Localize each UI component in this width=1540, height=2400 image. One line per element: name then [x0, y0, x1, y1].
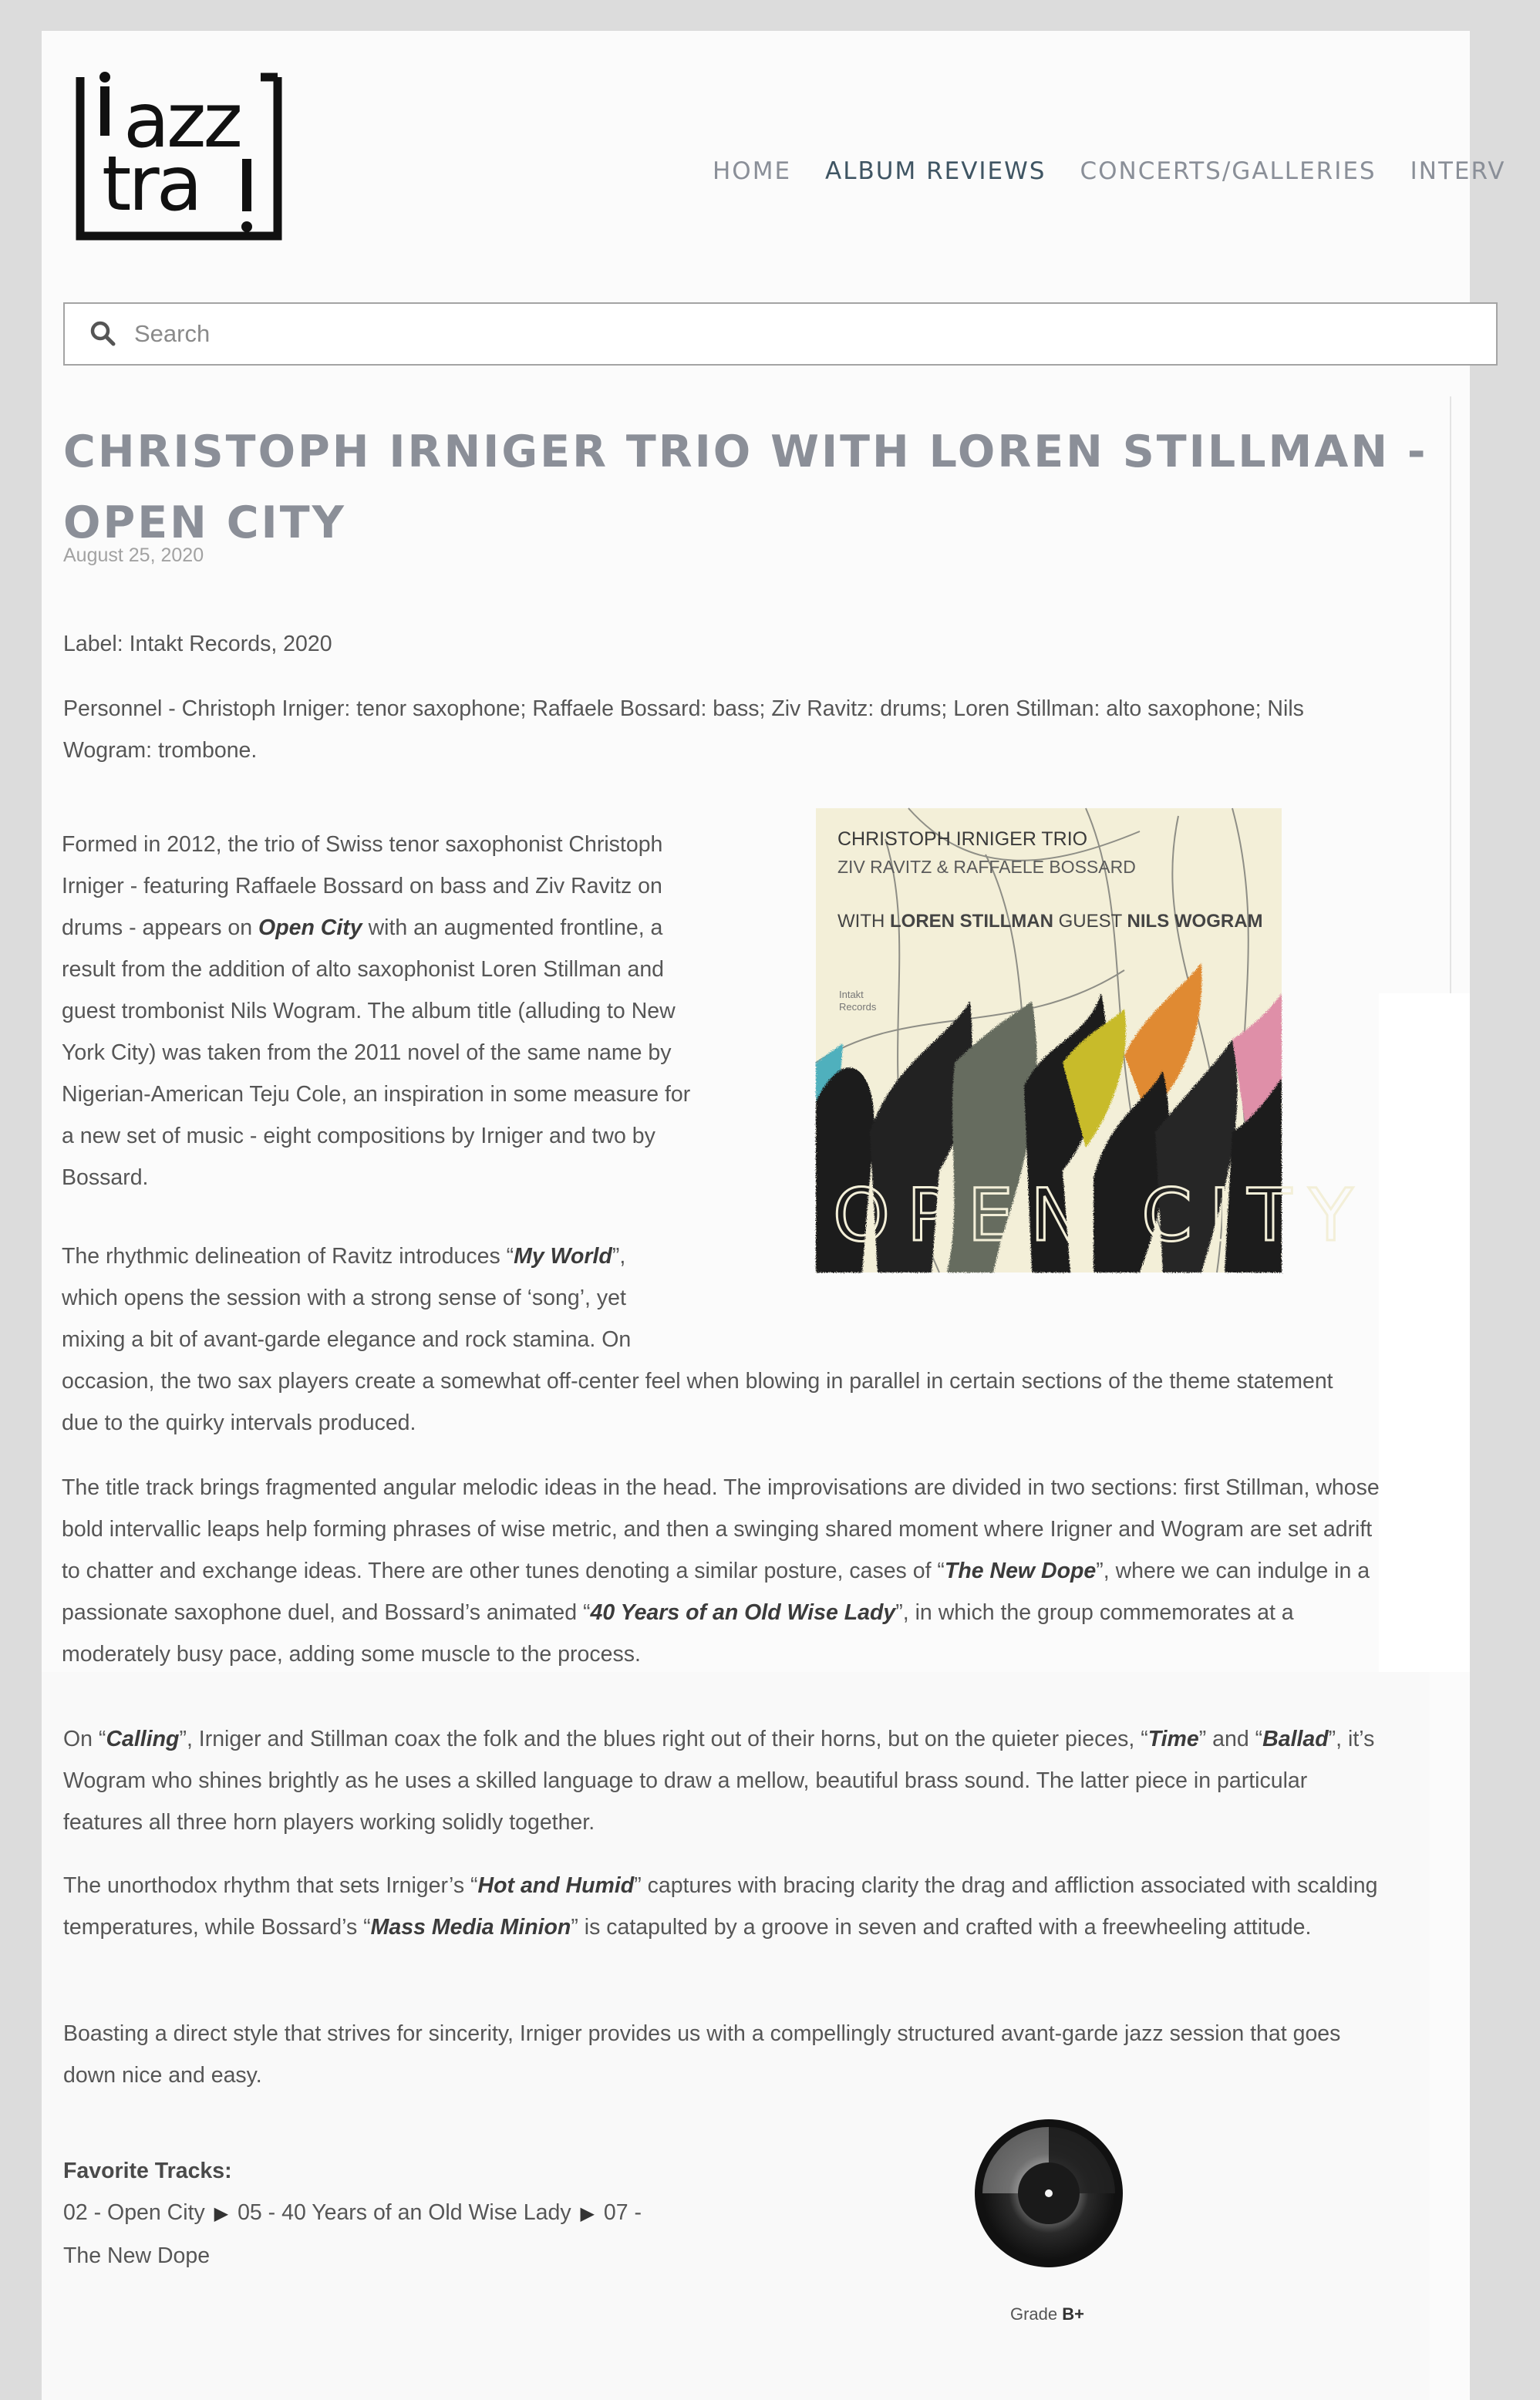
svg-text:tra: tra: [102, 140, 200, 228]
main-nav: [713, 157, 1540, 185]
search-bar: [63, 302, 1498, 366]
text: The rhythmic delineation of Ravitz introduces “: [62, 1244, 514, 1269]
svg-text:azz: azz: [123, 77, 240, 165]
text: On “: [63, 1727, 106, 1751]
page: [42, 31, 1506, 2400]
cover-line-3: WITH LOREN STILLMAN GUEST NILS WOGRAM: [837, 911, 1263, 932]
favorite-tracks-heading: Favorite Tracks:: [63, 2159, 232, 2183]
article-title: CHRISTOPH IRNIGER TRIO WITH LOREN STILLMAN - OPEN CITY: [63, 426, 1428, 548]
track-title: Calling: [106, 1727, 180, 1751]
track-title: My World: [514, 1244, 612, 1269]
paragraph-hot-humid: [63, 1865, 1397, 1948]
track-item: 07 -: [603, 2200, 642, 2225]
sidebar-area: [1379, 993, 1470, 1672]
paragraph-calling: [63, 1718, 1390, 1843]
track-title: Ballad: [1262, 1727, 1329, 1751]
jazz-trail-logo[interactable]: [72, 72, 281, 242]
cover-label-1: Intakt: [839, 989, 864, 1000]
nav-home[interactable]: HOME: [713, 157, 792, 185]
track-title: Time: [1147, 1727, 1199, 1751]
text: Formed in 2012, the trio of Swiss tenor saxophonist Christoph Irniger - featuring Raffaele Bossard on bass and Ziv Ravitz on drums - appears on: [62, 832, 663, 940]
search-icon[interactable]: [88, 319, 119, 349]
paragraph-title-track: [62, 1467, 1388, 1675]
paragraph-my-world-cont: occasion, the two sax players create a somewhat off-center feel when blowing in parallel in certain sections of the theme statement due to the quirky intervals produced.: [62, 1369, 1333, 1435]
personnel-line: Personnel - Christoph Irniger: tenor saxophone; Raffaele Bossard: bass; Ziv Ravitz: drums; Loren Stillman: alto saxophone; Nils Wogram: trombone.: [63, 696, 1304, 763]
text: The title track brings fragmented angular melodic ideas in the head. The improvisations are divided in two sections: first Stillman, whose bold intervallic leaps help forming phrases of wise metric, and then a swinging shared moment where Irigner and Wogram are set adrift to chatter and exchange ideas. There are other tunes denoting a similar posture, cases of “: [62, 1475, 1380, 1583]
text: ”, where we can indulge in a passionate saxophone duel, and Bossard’s animated “: [62, 1559, 1370, 1625]
album-title-link: Open City: [258, 915, 362, 940]
track-item: The New Dope: [63, 2243, 211, 2268]
paragraph-intro: [62, 824, 694, 1198]
nav-concerts-galleries[interactable]: CONCERTS/GALLERIES: [1080, 157, 1377, 185]
text: ” captures with bracing clarity the drag and affliction associated with scalding temperatures, while Bossard’s “: [63, 1873, 1378, 1940]
text: ”, Irniger and Stillman coax the folk and the blues right out of their horns, but on the quieter pieces, “: [179, 1727, 1148, 1751]
grade-value: B+: [1062, 2304, 1085, 2324]
text: ”, which opens the session with a strong sense of ‘song’, yet mixing a bit of avant-garde elegance and rock stamina. On: [62, 1244, 632, 1352]
grade: [973, 2304, 1121, 2324]
article-date: August 25, 2020: [63, 544, 204, 566]
text: The unorthodox rhythm that sets Irniger’s “: [63, 1873, 478, 1898]
favorite-tracks-list: [63, 2192, 696, 2235]
play-arrow-icon: ▶: [214, 2203, 229, 2224]
text: ”, it’s Wogram who shines brightly as he uses a skilled language to draw a mellow, beautiful brass sound. The latter piece in particular features all three horn players working solidly together.: [63, 1727, 1375, 1835]
play-arrow-icon: ▶: [580, 2203, 595, 2224]
search-input[interactable]: [133, 319, 1292, 349]
track-title: The New Dope: [944, 1559, 1097, 1583]
cover-line-2: ZIV RAVITZ & RAFFAELE BOSSARD: [837, 857, 1136, 877]
label-line: Label: Intakt Records, 2020: [63, 632, 332, 656]
cover-label-2: Records: [839, 1001, 877, 1013]
paragraph-conclusion: Boasting a direct style that strives for sincerity, Irniger provides us with a compellingly structured avant-garde jazz session that goes down nice and easy.: [63, 2021, 1341, 2088]
track-title: Hot and Humid: [477, 1873, 635, 1898]
nav-interviews[interactable]: INTERV: [1410, 157, 1506, 185]
text: with an augmented frontline, a result from the addition of alto saxophonist Loren Stillman and guest trombonist Nils Wogram. The album title (alluding to New York City) was taken from the 2011 novel of the same name by Nigerian-American Teju Cole, an inspiration in some measure for a new set of music - eight compositions by Irniger and two by Bossard.: [62, 915, 691, 1190]
text: ” and “: [1198, 1727, 1263, 1751]
track-title: Mass Media Minion: [370, 1915, 571, 1940]
cover-title: OPEN CITY: [833, 1174, 1370, 1258]
text: ”, in which the group commemorates at a moderately busy pace, adding some muscle to the process.: [62, 1600, 1294, 1667]
nav-album-reviews[interactable]: ALBUM REVIEWS: [825, 157, 1046, 185]
album-cover-image: [816, 808, 1370, 1272]
track-item: 02 - Open City: [63, 2200, 205, 2225]
vinyl-record-icon: [973, 2118, 1124, 2269]
text: ” is catapulted by a groove in seven and crafted with a freewheeling attitude.: [571, 1915, 1312, 1940]
track-item: 05 - 40 Years of an Old Wise Lady: [238, 2200, 571, 2225]
cover-line-1: CHRISTOPH IRNIGER TRIO: [837, 828, 1088, 850]
paragraph-my-world: [62, 1235, 663, 1360]
favorite-tracks: [63, 2150, 696, 2277]
grade-label: Grade: [1009, 2304, 1058, 2324]
track-title: 40 Years of an Old Wise Lady: [590, 1600, 896, 1625]
